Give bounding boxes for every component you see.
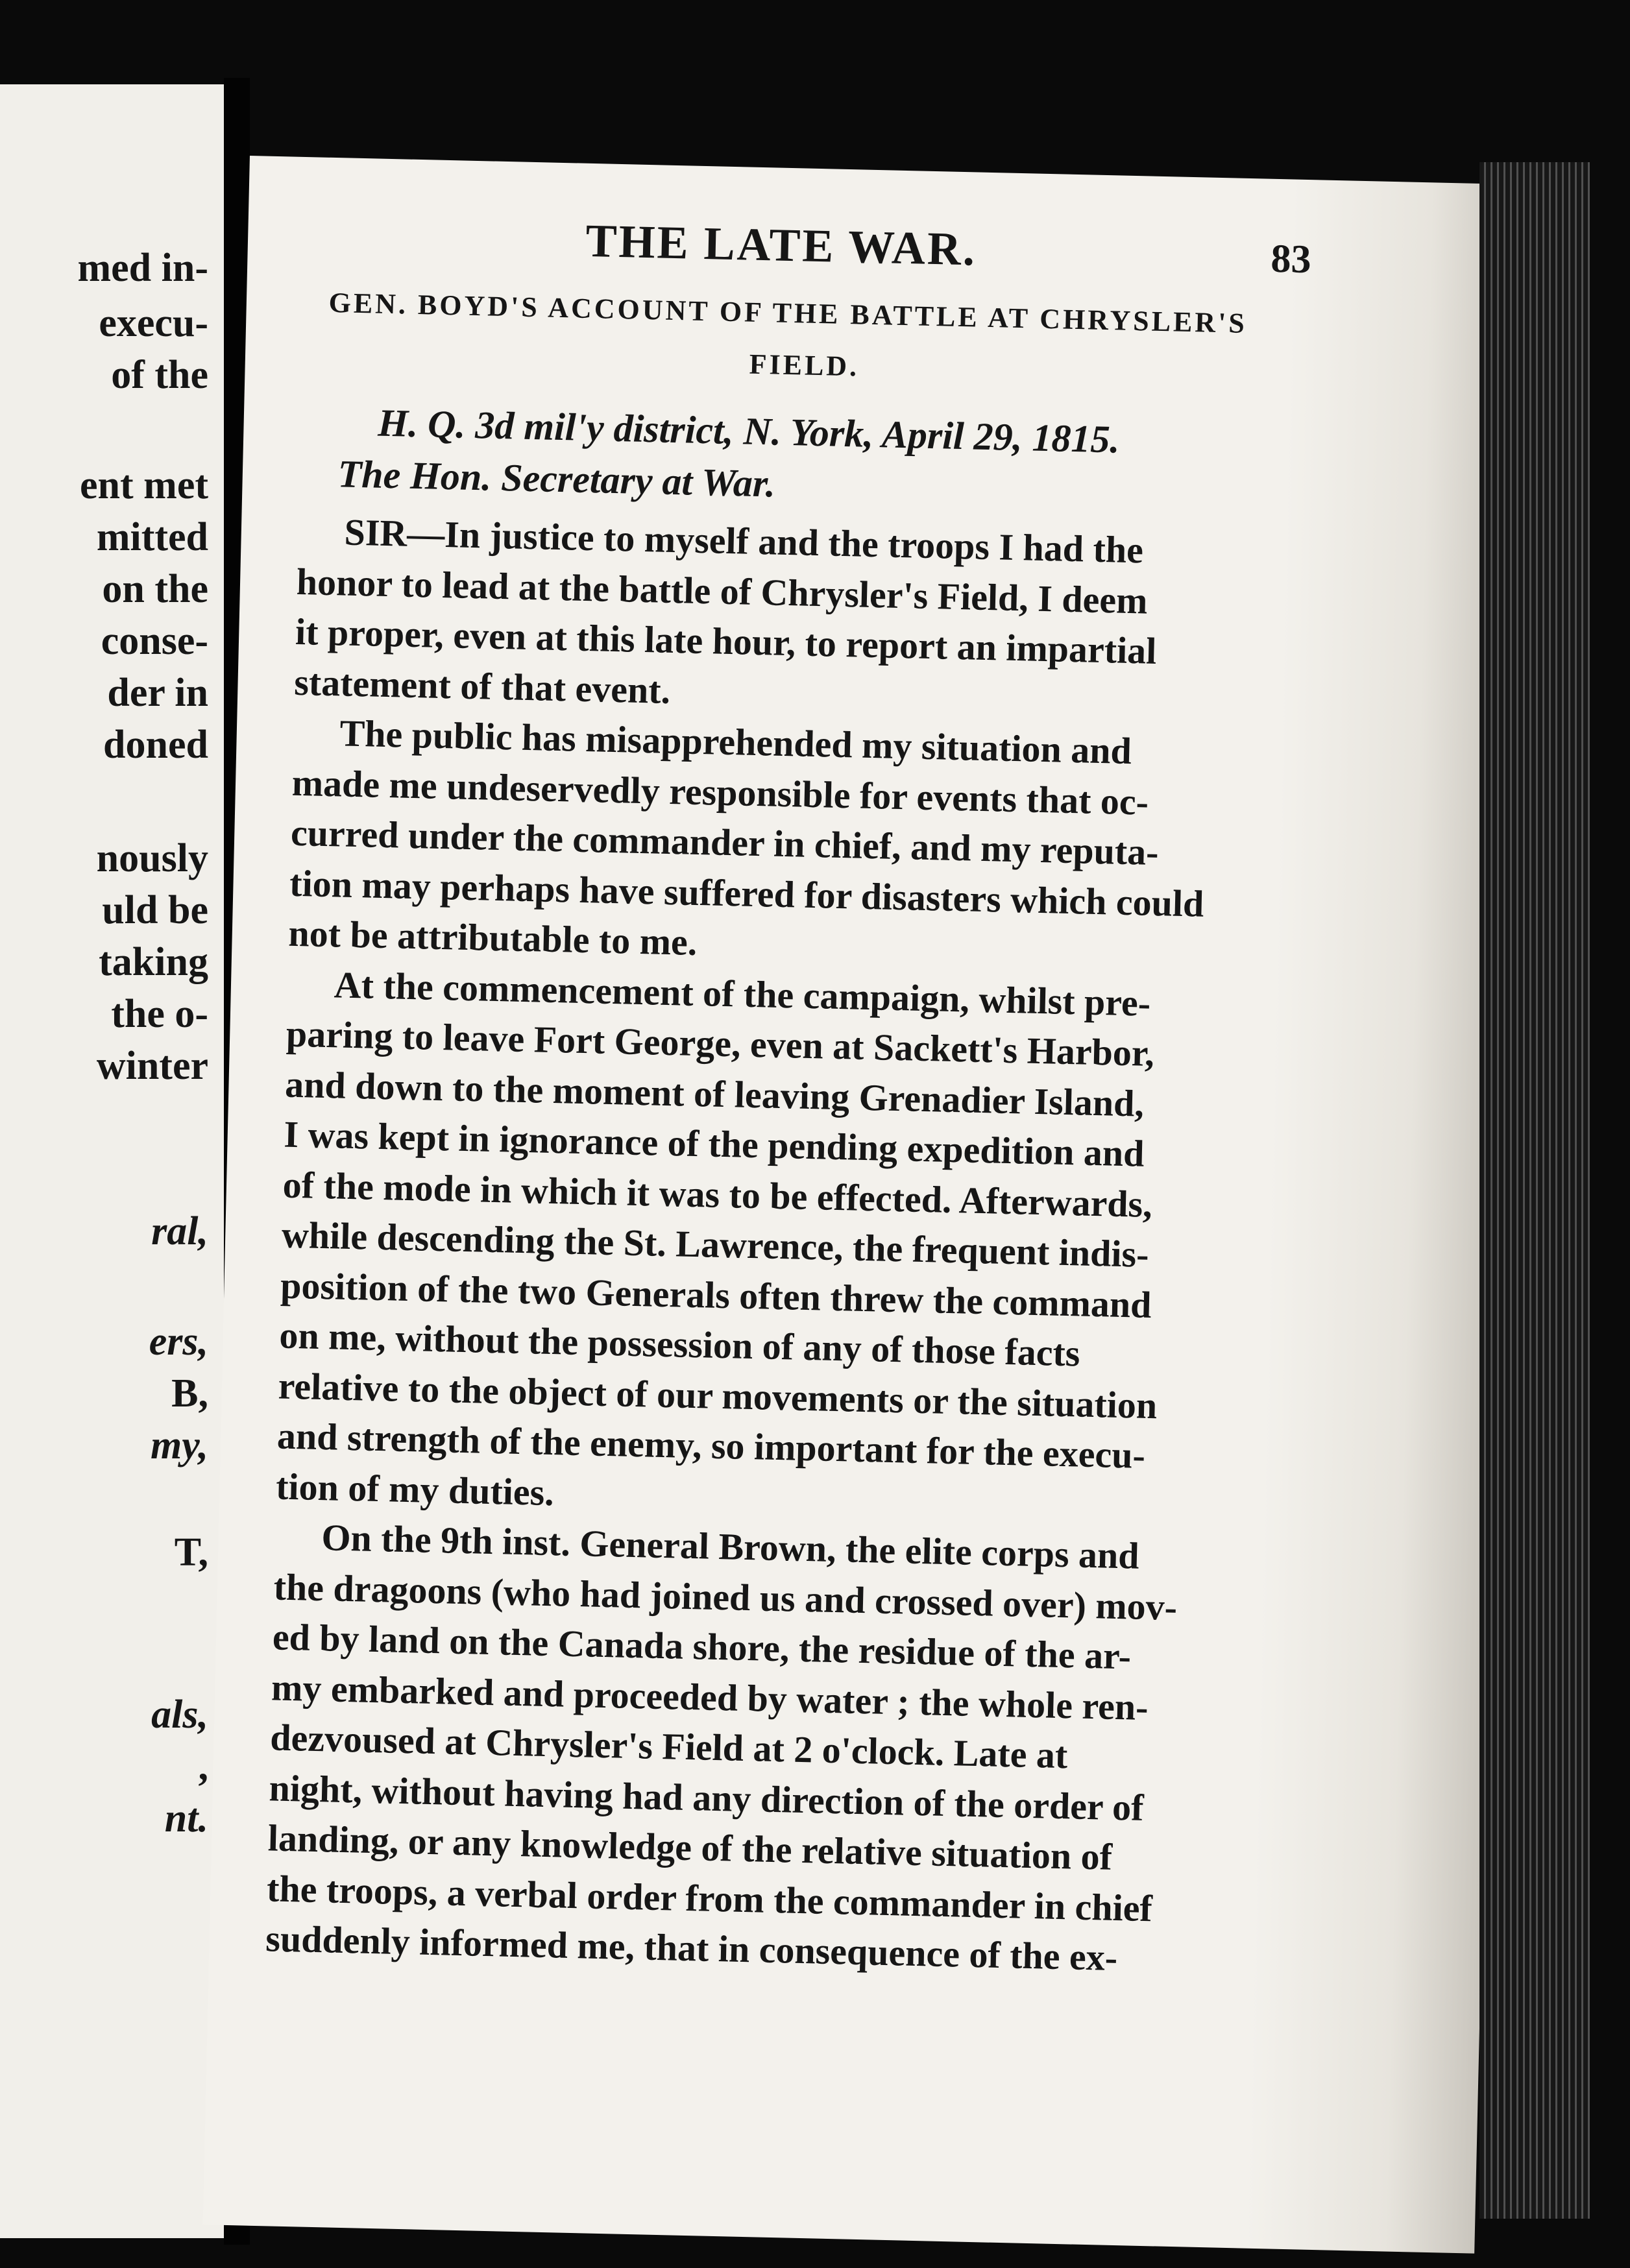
body-line: tion may perhaps have suffered for disasters which could <box>289 862 1205 925</box>
left-page-line: nously <box>96 836 208 880</box>
left-page-line: nt. <box>164 1796 208 1840</box>
body-line: made me undeservedly responsible for events that oc- <box>291 761 1149 823</box>
left-page-line: mitted <box>96 515 208 559</box>
body-line: curred under the commander in chief, and my reputa- <box>290 811 1160 874</box>
addressee: The Hon. Secretary at War. <box>337 452 776 505</box>
body-line: landing, or any knowledge of the relative situation of <box>267 1816 1113 1878</box>
section-heading: GEN. BOYD'S ACCOUNT OF THE BATTLE AT CHRYSLER'S <box>328 286 1248 339</box>
left-page-line: doned <box>103 723 208 767</box>
body-line: on me, without the possession of any of those facts <box>278 1314 1081 1375</box>
body-line: suddenly informed me, that in consequence of the ex- <box>265 1917 1118 1979</box>
running-head: THE LATE WAR. <box>585 214 977 276</box>
left-page-line: , <box>198 1744 208 1789</box>
body-line: while descending the St. Lawrence, the frequent indis- <box>281 1213 1150 1275</box>
page-number: 83 <box>1270 236 1312 282</box>
body-line: statement of that event. <box>293 660 671 712</box>
section-heading-continued: FIELD. <box>749 348 860 383</box>
body-line: not be attributable to me. <box>287 911 698 963</box>
body-line: I was kept in ignorance of the pending expedition and <box>283 1113 1145 1175</box>
body-line: The public has misapprehended my situation and <box>339 712 1132 773</box>
body-line: SIR—In justice to myself and the troops I had the <box>343 511 1144 572</box>
letter-body <box>265 506 1311 1986</box>
left-page-line: ent met <box>80 463 208 507</box>
body-line: and down to the moment of leaving Grenadier Island, <box>284 1063 1145 1125</box>
body-line: my embarked and proceeded by water ; the whole ren- <box>271 1665 1149 1728</box>
dateline: H. Q. 3d mil'y district, N. York, April 29, 1815. <box>377 401 1121 461</box>
body-line: of the mode in which it was to be effected. Afterwards, <box>282 1163 1153 1225</box>
page-edges <box>1479 162 1590 2219</box>
body-line: it proper, even at this late hour, to report an impartial <box>295 610 1158 672</box>
body-line: On the 9th inst. General Brown, the elite corps and <box>321 1516 1140 1577</box>
body-line: At the commencement of the campaign, whilst pre- <box>334 963 1151 1024</box>
body-line: the dragoons (who had joined us and crossed over) mov- <box>273 1565 1178 1628</box>
left-page-line: taking <box>99 940 208 984</box>
left-page-line: execu- <box>99 301 208 345</box>
left-page-line: als, <box>151 1693 208 1737</box>
left-page-line: on the <box>102 567 208 611</box>
left-page-line: conse- <box>101 619 208 663</box>
left-page-line: winter <box>96 1044 208 1088</box>
left-page-line: der in <box>107 671 208 715</box>
body-line: relative to the object of our movements or the situation <box>278 1364 1158 1427</box>
left-page-line: ral, <box>151 1209 208 1253</box>
body-line: dezvoused at Chrysler's Field at 2 o'clock. Late at <box>269 1716 1069 1777</box>
body-line: honor to lead at the battle of Chrysler's Field, I deem <box>296 560 1149 622</box>
left-page-line: my, <box>151 1423 208 1467</box>
body-line: tion of my duties. <box>275 1465 555 1514</box>
left-page-line: T, <box>174 1530 208 1574</box>
left-page-line: the o- <box>111 992 208 1036</box>
body-line: paring to leave Fort George, even at Sackett's Harbor, <box>286 1012 1155 1075</box>
left-page-line: ers, <box>149 1320 208 1364</box>
body-line: and strength of the enemy, so important for the execu- <box>276 1414 1146 1477</box>
left-page-line: of the <box>111 353 208 397</box>
left-page-line: med in- <box>77 246 208 290</box>
left-page <box>0 84 224 2238</box>
body-line: ed by land on the Canada shore, the residue of the ar- <box>272 1615 1132 1678</box>
left-page-line: B, <box>171 1371 208 1416</box>
body-line: position of the two Generals often threw the command <box>280 1264 1152 1326</box>
left-page-line: uld be <box>102 888 208 932</box>
body-line: the troops, a verbal order from the commander in chief <box>266 1866 1153 1929</box>
body-line: night, without having had any direction of the order of <box>268 1766 1145 1829</box>
